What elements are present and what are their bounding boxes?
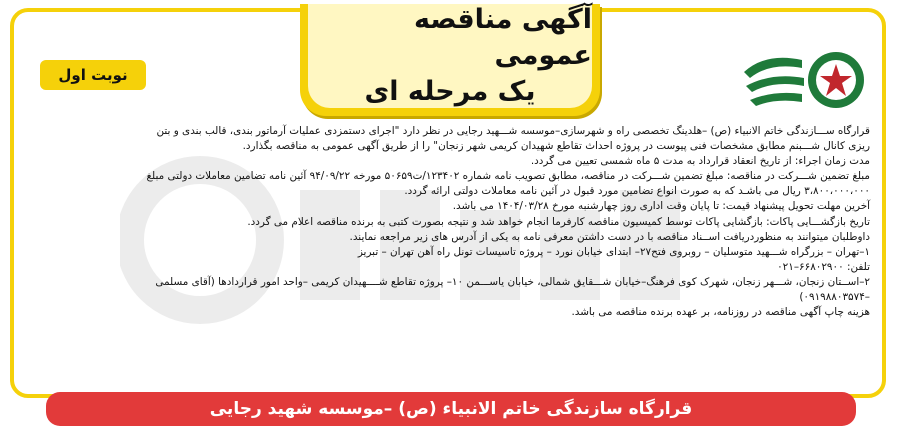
body-line-5: ۳،۸۰۰،۰۰۰،۰۰۰ ریال می باشـد که به صورت انواع تضامین مورد قبول در آئین نامه معاملات دولتی ارائه گردد. <box>404 185 870 198</box>
organization-emblem-icon <box>736 42 864 120</box>
body-line-12: –۰۹۱۹۸۸۰۳۵۷۴) <box>799 291 870 304</box>
body-line-10: تلفن: ۶۶۸۰۲۹۰۰–۰۲۱ <box>777 260 870 273</box>
body-line-2: ریزی کانال شـــبنم مطابق مشخصات فنی پیوست در پروژه احداث تقاطع شهیدان کریمی شهر زنجان" را از طریق آگهی عمومی به مناقصه بگذارد. <box>242 140 870 153</box>
body-line-9: ۱–تهران – بزرگراه شـــهید متوسلیان – روبروی فتح۲۷– ابتدای خیابان نورد – پروژه تاسیسات تونل راه آهن تهران – تبریز <box>357 245 870 258</box>
footer-organization-bar: قرارگاه سازندگی خاتم الانبیاء (ص) –موسسه شهید رجایی <box>46 392 856 426</box>
publication-round-badge: نوبت اول <box>40 60 146 90</box>
page-subtitle: یک مرحله ای <box>364 76 536 107</box>
body-line-7: تاریخ بازگشـــایی پاکات: بازگشایی پاکات توسط کمیسیون مناقصه کارفرما انجام خواهد شد و نتیجه بصورت کتبی به برنده مناقصه اعلام می گردد. <box>247 215 870 228</box>
page-title: آگهی مناقصه عمومی <box>413 4 592 71</box>
body-line-8: داوطلبان میتوانند به منظوردریافت اســناد مناقصه با در دست داشتن معرفی نامه به یکی از آدرس های زیر مراجعه نمایند. <box>349 230 870 243</box>
body-line-1: قرارگاه ســـازندگی خاتم الانبیاء (ص) –هلدینگ تخصصی راه و شهرسازی–موسسه شـــهید رجایی در نظر دارد "اجرای دستمزدی عملیات آرماتور بندی، قالب بندی و بتن <box>156 125 870 137</box>
body-line-6: آخرین مهلت تحویل پیشنهاد قیمت: تا پایان وقت اداری روز چهارشنبه مورخ ۱۴۰۴/۰۳/۲۸ می باشد. <box>452 200 870 213</box>
title-banner <box>300 4 600 116</box>
body-line-4: مبلغ تضمین شـــرکت در مناقصه: مبلغ تضمین شـــرکت در مناقصه، مطابق تصویب نامه شماره ۱۲۳۴۰۲/ت۵۰۶۵۹ مورخه ۹۴/۰۹/۲۲ آئین نامه تضامین معاملات دولتی مبلغ <box>146 170 870 183</box>
advertisement-body <box>30 124 870 320</box>
body-line-11: ۲–اســتان زنجان، شـــهر زنجان، شهرک کوی فرهنگ–خیابان شـــقایق شمالی، خیابان یاســـمن ۱۰– پروژه تقاطع شــــهیدان کریمی –واحد امور قراردادها (آقای مسلمی <box>155 275 870 288</box>
body-line-3: مدت زمان اجراء: از تاریخ انعقاد قرارداد به مدت ۵ ماه شمسی تعیین می گردد. <box>530 155 870 168</box>
title-inner <box>308 4 592 108</box>
body-line-13: هزینه چاپ آگهی مناقصه در روزنامه، بر عهده برنده مناقصه می باشد. <box>571 306 870 319</box>
